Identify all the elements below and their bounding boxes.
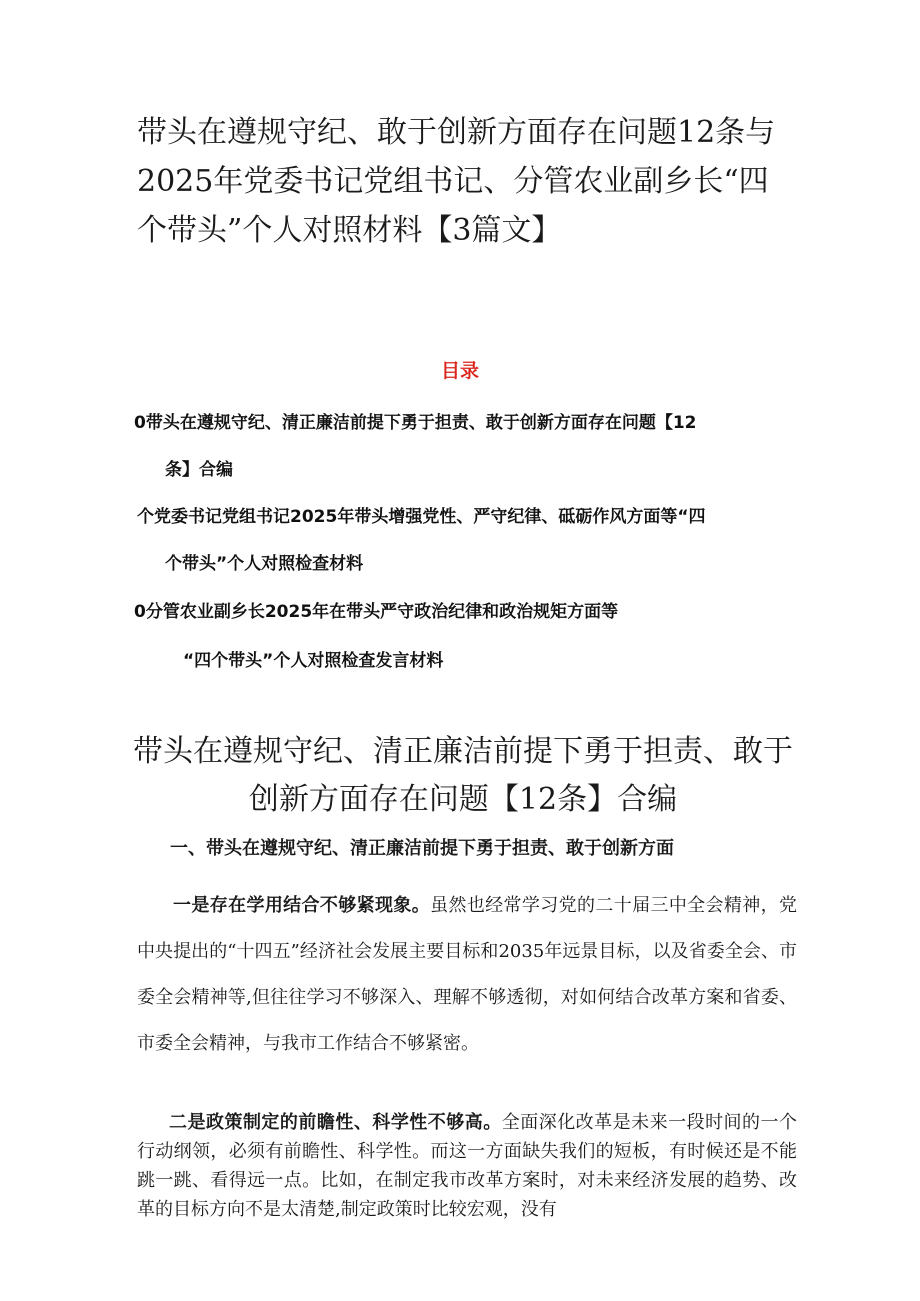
paragraph-2-text: 全面深化改革是未来一段时间的一个行动纲领，必须有前瞻性、科学性。而这一方面缺失我们的短板，有时候还是不能跳一跳、看得远一点。比如，在制定我市改革方案时，对未来经济发展的趋势、改革的目标方向不是太清楚,制定政策时比较宏观，没有 [137, 1112, 798, 1220]
toc-entry-2-line-2[interactable]: 个带头”个人对照检查材料 [165, 554, 364, 574]
section-subheading: 一、带头在遵规守纪、清正廉洁前提下勇于担责、敢于创新方面 [170, 838, 674, 859]
paragraph-1-lead: 一是存在学用结合不够紧现象。 [173, 895, 431, 916]
paragraph-2-lead: 二是政策制定的前瞻性、科学性不够高。 [169, 1112, 502, 1133]
document-title: 带头在遵规守纪、敢于创新方面存在问题12条与2025年党委书记党组书记、分管农业副乡长“四个带头”个人对照材料【3篇文】 [137, 115, 776, 248]
toc-heading: 目录 [440, 360, 479, 382]
section-title: 带头在遵规守纪、清正廉洁前提下勇于担责、敢于创新方面存在问题【12条】合编 [133, 734, 793, 817]
paragraph-1-text: 虽然也经常学习党的二十届三中全会精神，党中央提出的“十四五”经济社会发展主要目标和2035年远景目标，以及省委全会、市委全会精神等,但往往学习不够深入、理解不够透彻，对如何结合改革方案和省委、市委全会精神，与我市工作结合不够紧密。 [137, 895, 798, 1054]
toc-entry-3-line-2[interactable]: “四个带头”个人对照检查发言材料 [183, 651, 444, 671]
toc-entry-3-line-1[interactable]: 0分管农业副乡长2025年在带头严守政治纪律和政治规矩方面等 [134, 602, 619, 622]
paragraph-2 [137, 1108, 797, 1224]
paragraph-1 [137, 883, 797, 1067]
toc-entry-1-line-1[interactable]: 0带头在遵规守纪、清正廉洁前提下勇于担责、敢于创新方面存在问题【12 [134, 413, 697, 433]
toc-entry-2-line-1[interactable]: 个党委书记党组书记2025年带头增强党性、严守纪律、砥砺作风方面等“四 [137, 507, 706, 527]
toc-entry-1-line-2[interactable]: 条】合编 [165, 460, 233, 480]
